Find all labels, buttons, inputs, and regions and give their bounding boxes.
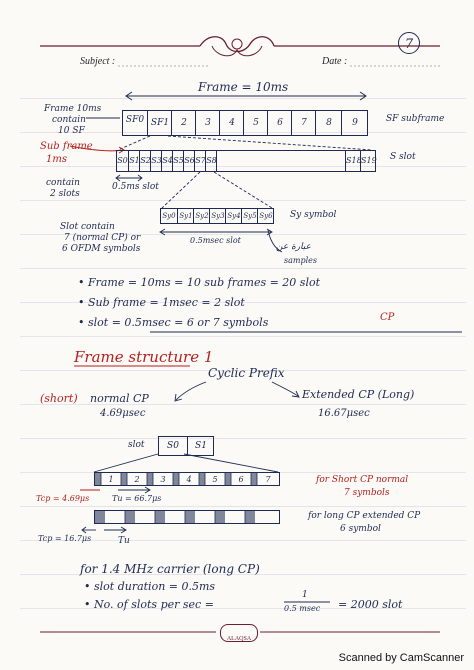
- sf-cell: 2: [171, 111, 196, 135]
- svg-text:2: 2: [134, 475, 140, 484]
- sf-subframe-label: SF subframe: [386, 114, 445, 124]
- cp-note: CP: [380, 312, 395, 323]
- scanner-watermark: Scanned by CamScanner: [338, 652, 464, 664]
- slot-contain-note: Slot contain 7 (normal CP) or 6 OFDM symbols: [60, 222, 141, 254]
- slot-cell: S6: [183, 151, 195, 171]
- sf-cell: SF0: [125, 115, 145, 125]
- frame-contain-note: Frame 10ms contain 10 SF: [44, 104, 102, 136]
- slot-cell: S8: [205, 151, 217, 171]
- long-cp-note: for long CP extended CP 6 symbol: [308, 511, 421, 534]
- svg-text:5: 5: [212, 475, 218, 484]
- svg-text:6: 6: [238, 475, 244, 484]
- short-label: (short): [40, 392, 78, 405]
- fraction-numerator: 1: [302, 590, 308, 600]
- sf-cell: SF1: [147, 111, 172, 135]
- bullet-subframe: • Sub frame = 1msec = 2 slot: [78, 296, 245, 309]
- tu-short-label: Tu = 66.7μs: [112, 494, 162, 503]
- tcp-long-label: Tcp = 16.7μs: [38, 534, 92, 543]
- carrier-title: for 1.4 MHz carrier (long CP): [80, 562, 260, 576]
- bullet-frame: • Frame = 10ms = 10 sub frames = 20 slot: [78, 276, 321, 289]
- half-ms-slot-label: 0.5ms slot: [112, 182, 159, 192]
- svg-text:3: 3: [160, 475, 166, 484]
- half-msec-slot-label: 0.5msec slot: [190, 236, 241, 245]
- extended-cp-label: Extended CP (Long): [302, 388, 415, 401]
- slot-cell: S2: [139, 151, 151, 171]
- contain-2slots-note: contain 2 slots: [46, 178, 80, 199]
- sf-cell: 8: [315, 111, 342, 135]
- subframe-note: Sub frame 1ms: [40, 141, 93, 165]
- slot-cell: S0: [117, 156, 128, 165]
- samples-label: samples: [284, 256, 317, 265]
- section2-title: Frame structure 1: [74, 348, 214, 366]
- cyclic-prefix-label: Cyclic Prefix: [208, 366, 285, 380]
- brand-logo-text: ALAQSA: [226, 636, 252, 642]
- page-number: 7: [404, 37, 414, 52]
- sf-cell: 9: [341, 111, 368, 135]
- slot-cell: S18: [345, 151, 361, 171]
- symbol-cell: Sy6: [257, 209, 274, 223]
- symbol-cell: Sy5: [241, 209, 258, 223]
- tcp-short-label: Tcp = 4.69μs: [36, 494, 90, 503]
- sf-cell: 4: [219, 111, 244, 135]
- num-slots-bullet: • No. of slots per sec =: [84, 598, 214, 611]
- svg-text:4: 4: [186, 475, 192, 484]
- sf-cell: 3: [195, 111, 220, 135]
- bullet-slot: • slot = 0.5msec = 6 or 7 symbols: [78, 316, 269, 329]
- num-slots-value: = 2000 slot: [338, 598, 403, 611]
- slot-label: slot: [128, 440, 145, 450]
- short-cp-note: for Short CP normal 7 symbols: [316, 475, 409, 498]
- extended-cp-value: 16.67μsec: [318, 408, 370, 419]
- symbol-cell: Sy1: [177, 209, 194, 223]
- normal-cp-label: normal CP: [90, 392, 149, 405]
- svg-text:7: 7: [265, 475, 271, 484]
- slot-cell: S5: [172, 151, 184, 171]
- slot-duration-bullet: • slot duration = 0.5ms: [84, 580, 216, 593]
- slot-cell: S4: [161, 151, 173, 171]
- tu-long-label: Tu: [118, 536, 130, 546]
- sf-cell: 7: [291, 111, 316, 135]
- sf-cell: 5: [243, 111, 268, 135]
- date-label: Date :: [322, 56, 348, 67]
- fraction-denominator: 0.5 msec: [284, 604, 321, 613]
- subject-label: Subject :: [80, 56, 116, 67]
- symbol-cell: Sy0: [162, 212, 176, 220]
- sf-cell: 6: [267, 111, 292, 135]
- svg-text:1: 1: [108, 475, 114, 484]
- slot-cell: S1: [187, 437, 214, 455]
- arabic-note: عبارة عن: [276, 242, 311, 252]
- slot-cell: S3: [150, 151, 162, 171]
- sy-symbol-label: Sy symbol: [290, 210, 337, 220]
- slot-cell: S19: [360, 151, 376, 171]
- symbol-cell: Sy4: [225, 209, 242, 223]
- slot-cell: S1: [128, 151, 140, 171]
- symbol-cell: Sy2: [193, 209, 210, 223]
- slot-cell: S0: [167, 441, 179, 451]
- frame-label: Frame = 10ms: [198, 80, 289, 94]
- normal-cp-value: 4.69μsec: [100, 408, 146, 419]
- slot-cell: S7: [194, 151, 206, 171]
- s-slot-label: S slot: [390, 152, 416, 162]
- symbol-cell: Sy3: [209, 209, 226, 223]
